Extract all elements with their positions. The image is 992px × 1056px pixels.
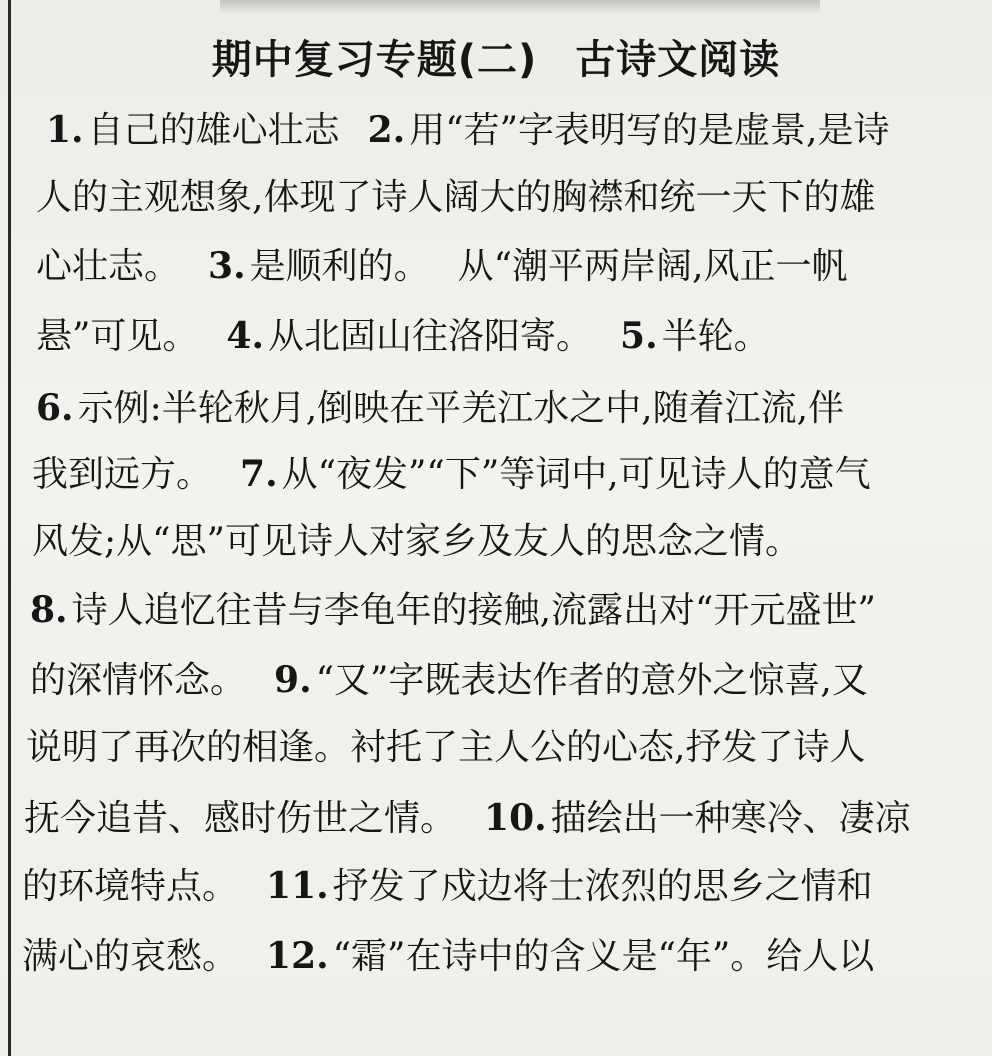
text-line [36,382,844,434]
answer-number: 8. [30,589,68,631]
answer-number: 4. [226,315,264,357]
text-line [32,516,801,568]
answer-number: 3. [208,245,246,287]
answer-text: 抒发了戍边将士浓烈的思乡之情和 [332,866,873,907]
answer-text: 用“若”字表明写的是虚景,是诗 [409,110,890,151]
answer-text: 满心的哀愁。 [22,936,239,977]
answer-text: 从“潮平两岸阔,风正一帆 [457,246,848,287]
answer-text: “又”字既表达作者的意外之惊喜,又 [315,660,868,701]
answer-number: 9. [274,659,312,701]
text-line [36,240,847,292]
text-line [26,722,865,774]
title-part-2: 古诗文阅读 [575,37,781,83]
answer-number: 10. [484,797,547,839]
text-line [22,930,874,982]
answer-text: 自己的雄心壮志 [87,110,340,151]
text-line [36,172,875,224]
text-line [22,860,873,912]
text-line [30,584,876,636]
answer-text: 从北固山往洛阳寄。 [268,316,593,357]
text-line [46,104,889,156]
text-line [30,654,868,706]
answer-number: 1. [46,109,84,151]
text-line [32,448,871,500]
answer-text: 描绘出一种寒冷、凄凉 [550,798,911,839]
answer-text: 的环境特点。 [22,866,239,907]
answer-text: 示例:半轮秋月,倒映在平羌江水之中,随着江流,伴 [77,388,845,429]
answer-text: 半轮。 [661,316,770,357]
answer-number: 5. [620,315,658,357]
answer-number: 11. [266,865,329,907]
answer-text: “霜”在诗中的含义是“年”。给人以 [332,936,875,977]
answer-number: 6. [36,387,74,429]
answer-text: 悬”可见。 [36,316,199,357]
answer-text: 人的主观想象,体现了诗人阔大的胸襟和统一天下的雄 [36,177,876,218]
answer-number: 2. [367,109,406,151]
answer-text: 说明了再次的相逢。衬托了主人公的心态,抒发了诗人 [26,727,866,768]
text-line [36,310,770,362]
answer-text: 风发;从“思”可见诗人对家乡及友人的思念之情。 [32,521,801,562]
answer-text: 从“夜发”“下”等词中,可见诗人的意气 [281,454,871,495]
answer-text: 的深情怀念。 [30,660,247,701]
text-line [24,792,911,844]
answer-number: 12. [266,935,329,977]
answer-text: 抚今追昔、感时伤世之情。 [24,798,457,839]
title-part-1: 期中复习专题(二) [211,37,538,83]
answer-text: 我到远方。 [32,454,213,495]
answer-number: 7. [240,453,278,495]
answer-text: 是顺利的。 [249,246,430,287]
answer-text: 心壮志。 [36,246,181,287]
answer-text: 诗人追忆往昔与李龟年的接触,流露出对“开元盛世” [71,590,876,631]
